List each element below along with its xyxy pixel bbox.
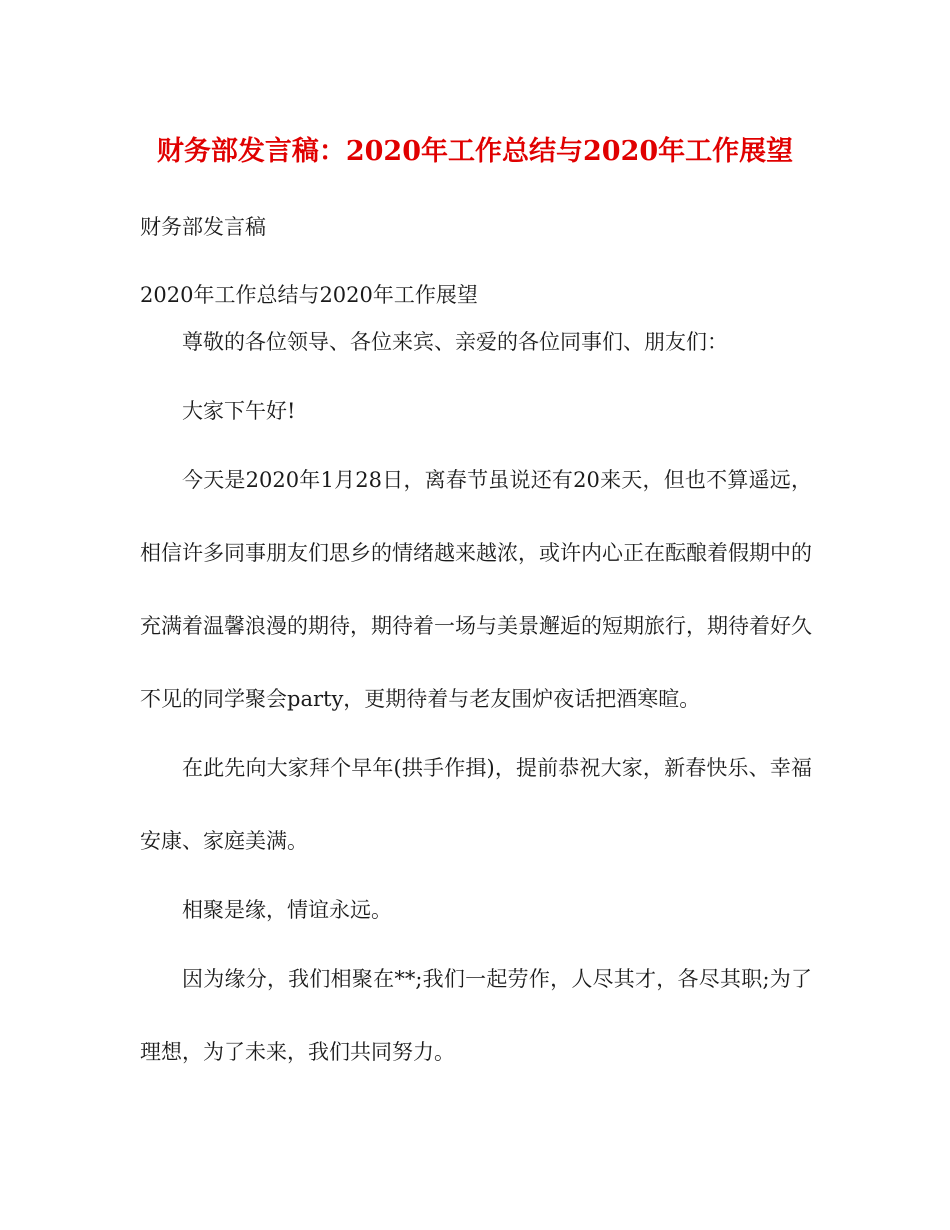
subtitle-line-2: 2020年工作总结与2020年工作展望 (140, 283, 478, 307)
document-body (140, 212, 812, 1106)
greeting-paragraph: 尊敬的各位领导、各位来宾、亲爱的各位同事们、朋友们： (182, 330, 728, 354)
salutation-paragraph: 大家下午好! (182, 399, 296, 423)
subtitle-line-1: 财务部发言稿 (140, 215, 266, 239)
body-paragraph-date: 今天是2020年1月28日，离春节虽说还有20来天，但也不算遥远，相信许多同事朋友们思乡的情绪越来越浓，或许内心正在酝酿着假期中的充满着温馨浪漫的期待，期待着一场与美景邂逅的短期旅行，期待着好久不见的同学聚会party，更期待着与老友围炉夜话把酒寒暄。 (140, 468, 812, 711)
document-title: 财务部发言稿：2020年工作总结与2020年工作展望 (156, 136, 794, 167)
body-paragraph-fate: 相聚是缘，情谊永远。 (182, 898, 392, 922)
body-paragraph-wishes: 在此先向大家拜个早年(拱手作揖)，提前恭祝大家，新春快乐、幸福安康、家庭美满。 (140, 756, 812, 853)
body-paragraph-together: 因为缘分，我们相聚在**;我们一起劳作，人尽其才，各尽其职;为了理想，为了未来，我们共同努力。 (140, 967, 812, 1064)
